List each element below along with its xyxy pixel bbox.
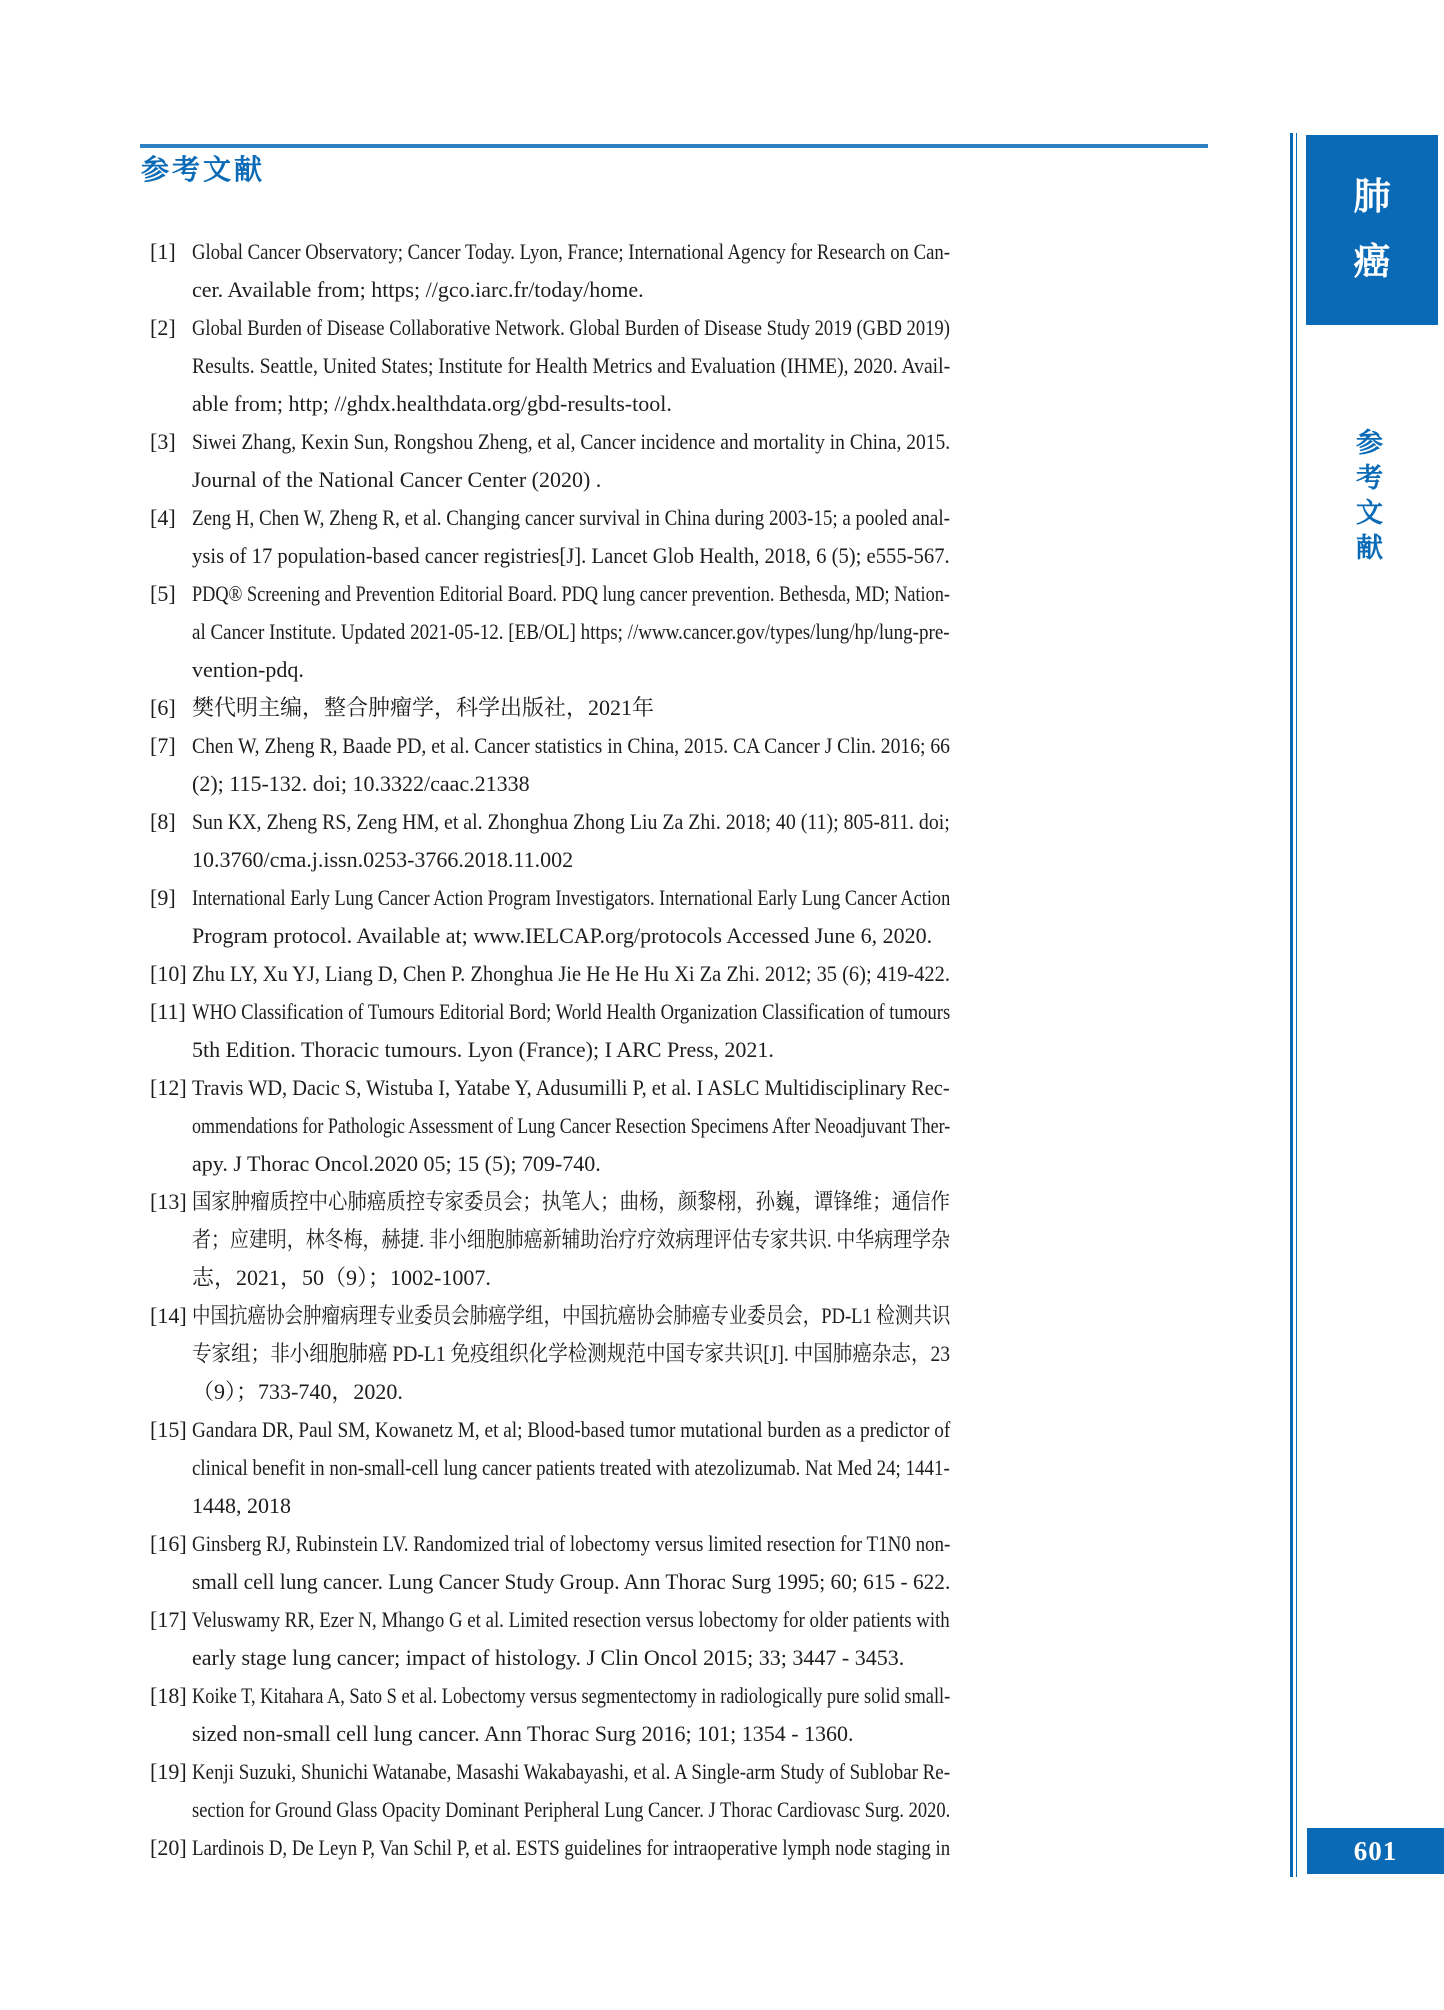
reference-text: 中国抗癌协会肿瘤病理专业委员会肺癌学组，中国抗癌协会肺癌专业委员会，PD-L1 检测共识 [192, 1303, 951, 1328]
reference-item [140, 1677, 950, 1753]
reference-text: 志，2021，50（9）；1002-1007. [192, 1265, 491, 1290]
reference-line [150, 689, 950, 727]
reference-line [192, 1563, 950, 1601]
reference-number: [1] [150, 239, 176, 264]
reference-line [192, 1031, 950, 1069]
reference-line [150, 727, 951, 765]
page-title: 参考文献 [141, 155, 266, 186]
reference-line [192, 1791, 950, 1829]
reference-text: apy. J Thorac Oncol.2020 05; 15 (5); 709-740. [192, 1151, 601, 1176]
reference-line [150, 1297, 951, 1335]
reference-number: [15] [150, 1417, 187, 1442]
reference-number: [7] [150, 733, 176, 758]
reference-item [140, 727, 950, 803]
reference-line [192, 651, 950, 689]
reference-text: Lardinois D, De Leyn P, Van Schil P, et al. ESTS guidelines for intraoperative lymph node staging in [192, 1835, 951, 1860]
reference-item [140, 1069, 950, 1183]
sidebar-rule-thick [1290, 133, 1293, 1877]
reference-text: small cell lung cancer. Lung Cancer Study Group. Ann Thorac Surg 1995; 60; 615 - 622. [192, 1569, 951, 1594]
reference-text: ommendations for Pathologic Assessment of Lung Cancer Resection Specimens After Neoadjuvant Ther- [192, 1113, 951, 1138]
reference-text: early stage lung cancer; impact of histology. J Clin Oncol 2015; 33; 3447 - 3453. [192, 1645, 905, 1670]
reference-item [140, 1829, 950, 1867]
reference-item [140, 423, 950, 499]
reference-text: section for Ground Glass Opacity Dominant Peripheral Lung Cancer. J Thorac Cardiovasc Surg. 2020. [192, 1797, 951, 1822]
reference-line [192, 1335, 950, 1373]
reference-item [140, 1297, 950, 1411]
reference-line [150, 955, 950, 993]
reference-text: 5th Edition. Thoracic tumours. Lyon (France); I ARC Press, 2021. [192, 1037, 774, 1062]
reference-text: al Cancer Institute. Updated 2021-05-12. [EB/OL] https; //www.cancer.gov/types/lung/hp/lung-pre- [192, 619, 950, 644]
reference-text: Zhu LY, Xu YJ, Liang D, Chen P. Zhonghua Jie He He Hu Xi Za Zhi. 2012; 35 (6); 419-422. [192, 961, 950, 986]
reference-item [140, 993, 950, 1069]
reference-text: Zeng H, Chen W, Zheng R, et al. Changing cancer survival in China during 2003-15; a pooled anal- [192, 505, 950, 530]
reference-line [192, 765, 950, 803]
reference-number: [13] [150, 1189, 187, 1214]
reference-number: [8] [150, 809, 176, 834]
reference-line [192, 613, 950, 651]
reference-line [192, 1449, 950, 1487]
reference-line [150, 575, 950, 613]
reference-line [192, 385, 950, 423]
reference-line [192, 461, 950, 499]
reference-line [192, 1715, 950, 1753]
reference-item [140, 955, 950, 993]
reference-number: [14] [150, 1303, 187, 1328]
reference-item [140, 879, 950, 955]
reference-number: [4] [150, 505, 176, 530]
reference-line [192, 917, 950, 955]
header-rule [140, 144, 1208, 148]
reference-text: PDQ® Screening and Prevention Editorial Board. PDQ lung cancer prevention. Bethesda, MD; Nation- [192, 581, 950, 606]
reference-text: WHO Classification of Tumours Editorial Bord; World Health Organization Classification of tumours [192, 999, 951, 1024]
reference-item [140, 499, 950, 575]
reference-line [192, 537, 950, 575]
reference-text: Global Burden of Disease Collaborative Network. Global Burden of Disease Study 2019 (GBD 2019) [192, 315, 950, 340]
reference-line [150, 1183, 950, 1221]
reference-text: Kenji Suzuki, Shunichi Watanabe, Masashi Wakabayashi, et al. A Single-arm Study of Sublobar Re- [192, 1759, 951, 1784]
reference-number: [5] [150, 581, 176, 606]
reference-text: Veluswamy RR, Ezer N, Mhango G et al. Limited resection versus lobectomy for older patients with [192, 1607, 950, 1632]
reference-line [150, 803, 950, 841]
reference-line [150, 1829, 951, 1867]
reference-item [140, 575, 950, 689]
reference-line [150, 993, 951, 1031]
reference-line [150, 1411, 951, 1449]
reference-text: Gandara DR, Paul SM, Kowanetz M, et al; Blood-based tumor mutational burden as a predictor of [192, 1417, 951, 1442]
reference-number: [18] [150, 1683, 187, 1708]
chapter-label-char: 肺 [1353, 177, 1391, 218]
page-number-badge [1307, 1828, 1444, 1874]
page-number: 601 [1353, 1835, 1398, 1866]
reference-item [140, 309, 950, 423]
reference-text: ysis of 17 population-based cancer registries[J]. Lancet Glob Health, 2018, 6 (5); e555-567. [192, 543, 950, 568]
reference-line [192, 1487, 950, 1525]
reference-line [192, 1373, 950, 1411]
reference-text: Journal of the National Cancer Center (2020) . [192, 467, 602, 492]
reference-number: [3] [150, 429, 176, 454]
reference-text: (2); 115-132. doi; 10.3322/caac.21338 [192, 771, 530, 796]
reference-number: [17] [150, 1607, 187, 1632]
reference-number: [10] [150, 961, 187, 986]
reference-number: [9] [150, 885, 176, 910]
reference-line [150, 1753, 951, 1791]
reference-number: [20] [150, 1835, 187, 1860]
reference-text: 专家组；非小细胞肺癌 PD-L1 免疫组织化学检测规范中国专家共识[J]. 中国肺癌杂志，23 [192, 1341, 951, 1366]
reference-text: vention-pdq. [192, 657, 304, 682]
reference-item [140, 1183, 950, 1297]
reference-line [192, 1145, 950, 1183]
reference-line [192, 841, 950, 879]
reference-item [140, 1601, 950, 1677]
reference-text: cer. Available from; https; //gco.iarc.fr/today/home. [192, 277, 644, 302]
reference-line [192, 1107, 950, 1145]
reference-item [140, 233, 950, 309]
reference-item [140, 1525, 950, 1601]
reference-item [140, 803, 950, 879]
reference-line [150, 309, 950, 347]
reference-line [150, 879, 951, 917]
reference-text: Program protocol. Available at; www.IELCAP.org/protocols Accessed June 6, 2020. [192, 923, 933, 948]
reference-item [140, 1753, 950, 1829]
reference-text: Koike T, Kitahara A, Sato S et al. Lobectomy versus segmentectomy in radiologically pure solid small- [192, 1683, 951, 1708]
reference-text: Global Cancer Observatory; Cancer Today. Lyon, France; International Agency for Research on Can- [192, 239, 950, 264]
references-list [140, 233, 950, 1867]
reference-text: able from; http; //ghdx.healthdata.org/gbd-results-tool. [192, 391, 672, 416]
chapter-tab-lung-cancer [1306, 135, 1438, 325]
reference-text: 10.3760/cma.j.issn.0253-3766.2018.11.002 [192, 847, 574, 872]
reference-number: [16] [150, 1531, 187, 1556]
chapter-label-char: 癌 [1353, 242, 1391, 283]
reference-text: 樊代明主编，整合肿瘤学，科学出版社，2021年 [192, 695, 655, 720]
reference-text: sized non-small cell lung cancer. Ann Thorac Surg 2016; 101; 1354 - 1360. [192, 1721, 854, 1746]
reference-line [150, 1601, 950, 1639]
reference-text: 1448, 2018 [192, 1493, 291, 1518]
reference-text: Sun KX, Zheng RS, Zeng HM, et al. Zhonghua Zhong Liu Za Zhi. 2018; 40 (11); 805-811. doi; [192, 809, 950, 834]
reference-line [150, 1677, 951, 1715]
reference-line [150, 1069, 950, 1107]
reference-line [150, 233, 950, 271]
reference-number: [11] [150, 999, 186, 1024]
reference-line [150, 499, 950, 537]
reference-text: Ginsberg RJ, Rubinstein LV. Randomized trial of lobectomy versus limited resection for T1N0 non- [192, 1531, 951, 1556]
reference-number: [6] [150, 695, 176, 720]
reference-text: 国家肿瘤质控中心肺癌质控专家委员会；执笔人；曲杨，颜黎栩，孙巍，谭锋维；通信作 [192, 1189, 950, 1214]
reference-line [150, 423, 951, 461]
reference-line [192, 1221, 950, 1259]
reference-text: International Early Lung Cancer Action Program Investigators. International Early Lung Cancer Action [192, 885, 951, 910]
reference-text: Chen W, Zheng R, Baade PD, et al. Cancer statistics in China, 2015. CA Cancer J Clin. 2016; 66 [192, 733, 951, 758]
reference-line [150, 1525, 951, 1563]
reference-line [192, 1639, 950, 1677]
reference-text: （9）；733-740，2020. [192, 1379, 403, 1404]
reference-line [192, 271, 950, 309]
reference-text: Results. Seattle, United States; Institute for Health Metrics and Evaluation (IHME), 2020. Avail- [192, 353, 951, 378]
reference-text: Travis WD, Dacic S, Wistuba I, Yatabe Y, Adusumilli P, et al. I ASLC Multidisciplinary Rec- [192, 1075, 950, 1100]
reference-line [192, 347, 950, 385]
reference-number: [2] [150, 315, 176, 340]
reference-item [140, 1411, 950, 1525]
reference-number: [12] [150, 1075, 187, 1100]
reference-number: [19] [150, 1759, 187, 1784]
reference-text: Siwei Zhang, Kexin Sun, Rongshou Zheng, et al, Cancer incidence and mortality in China, 2015. [192, 429, 951, 454]
reference-text: 者；应建明，林冬梅，赫捷. 非小细胞肺癌新辅助治疗疗效病理评估专家共识. 中华病理学杂 [192, 1227, 951, 1252]
reference-line [192, 1259, 950, 1297]
sidebar-rule-thin [1296, 133, 1297, 1877]
reference-item [140, 689, 950, 727]
sidebar-section-label: 参考文献 [1352, 428, 1382, 568]
reference-text: clinical benefit in non-small-cell lung cancer patients treated with atezolizumab. Nat Med 24; 1441- [192, 1455, 950, 1480]
